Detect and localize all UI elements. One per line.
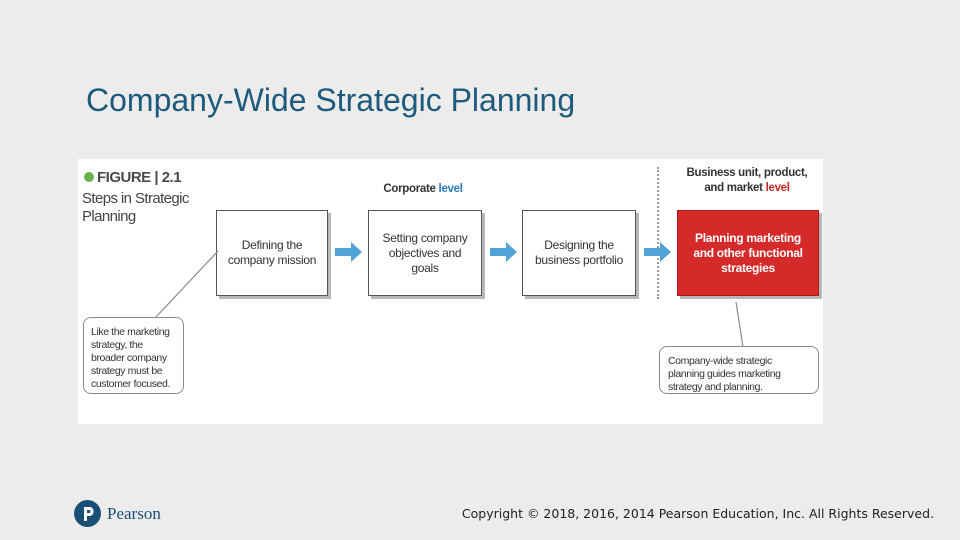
copyright-notice: Copyright © 2018, 2016, 2014 Pearson Education, Inc. All Rights Reserved.: [461, 506, 934, 521]
strategic-planning-figure: [78, 159, 823, 424]
pearson-logo-icon: [74, 500, 101, 527]
step-planning-marketing: Planning marketing and other functional strategies: [677, 210, 819, 296]
step-defining-mission: Defining the company mission: [216, 210, 328, 296]
pearson-logo-text: Pearson: [107, 503, 161, 523]
business-level-label: [674, 166, 820, 196]
corporate-level-prefix: Corporate: [383, 183, 436, 195]
business-level-prefix: and market: [704, 182, 763, 194]
arrow-right-icon: [490, 241, 518, 263]
figure-caption: Steps in Strategic Planning: [82, 190, 189, 225]
arrow-right-icon: [335, 241, 363, 263]
corporate-level-label: [368, 183, 478, 195]
note-company-wide-planning: Company-wide strategic planning guides marketing strategy and planning.: [659, 346, 819, 394]
business-level-accent: level: [765, 182, 790, 194]
business-level-line1: Business unit, product,: [686, 167, 808, 179]
level-divider: [657, 167, 659, 299]
corporate-level-accent: level: [438, 183, 463, 195]
arrow-right-icon: [644, 241, 672, 263]
right-callout-line: [736, 302, 743, 347]
figure-bullet-icon: [84, 172, 94, 182]
step-setting-objectives: Setting company objectives and goals: [368, 210, 482, 296]
step-designing-portfolio: Designing the business portfolio: [522, 210, 636, 296]
pearson-logo: [74, 500, 161, 527]
figure-label: [84, 169, 181, 186]
figure-number: FIGURE | 2.1: [97, 169, 182, 186]
slide-title: Company-Wide Strategic Planning: [86, 82, 576, 118]
business-level-line2: [674, 181, 820, 196]
note-customer-focused: Like the marketing strategy, the broader company strategy must be customer focused.: [83, 317, 184, 394]
left-callout-line: [156, 251, 218, 317]
